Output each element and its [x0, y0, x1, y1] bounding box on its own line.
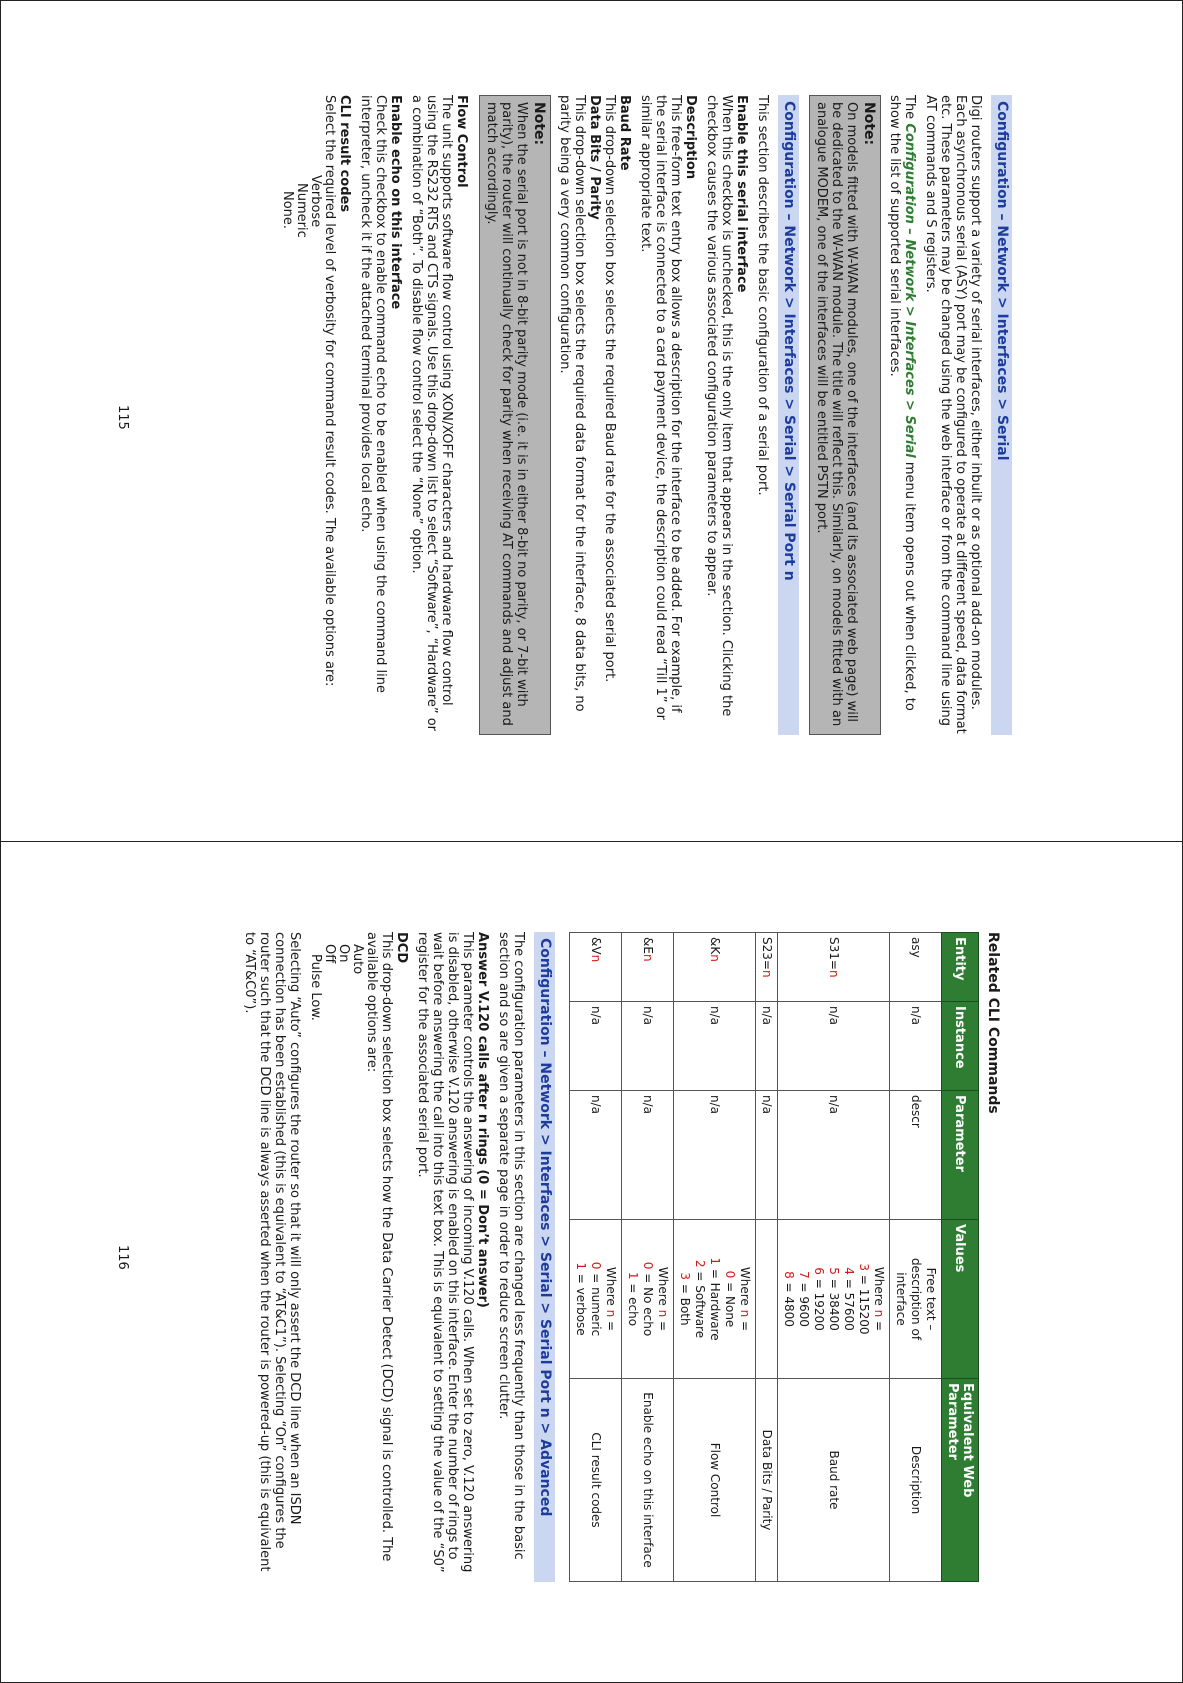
cell-parameter: n/a: [622, 1091, 674, 1220]
dcd-heading: DCD: [394, 932, 409, 964]
cell-web-parameter: Enable echo on this interface: [622, 1379, 674, 1582]
cell-parameter: descr: [890, 1091, 942, 1220]
table-row: [778, 933, 890, 1582]
section-heading-serial-port: Configuration – Network > Interfaces > Serial > Serial Port n: [778, 95, 799, 735]
data-bits-para: Data Bits / Parity This drop-down selection box selects the required data format for the interface, 8 data bits, no parity being a very common configuration.: [557, 95, 602, 735]
cell-instance: n/a: [622, 1002, 674, 1091]
header-web-parameter: Equivalent Web Parameter: [942, 1379, 979, 1582]
cli-commands-table: [569, 932, 979, 1582]
value-line: 6 = 19200: [812, 1267, 826, 1331]
page-number-116: 116: [115, 1245, 130, 1270]
page-116: [160, 932, 1000, 1582]
cell-values: [778, 1220, 890, 1379]
value-line: Where n =: [604, 1266, 618, 1332]
cli-options-list: [280, 175, 322, 735]
note-title: Note:: [531, 102, 547, 146]
value-line: 3 = Both: [678, 1272, 692, 1326]
value-line: Where n =: [872, 1266, 886, 1332]
list-item: Pulse Low.: [308, 954, 323, 1021]
advanced-desc: The configuration parameters in this section are changed less frequently than those in the basic section and so are given a separate page in order to reduce screen clutter.: [496, 932, 526, 1560]
cell-parameter: n/a: [778, 1091, 890, 1220]
note-text: On models fitted with W-WAN modules, one of the interfaces (and its associated web page) will be dedicated to the W-WAN module. The title will reflect this. Similarly, on models fitted with an analogue MODEM, one of the interfaces will be entitled PSTN port.: [814, 102, 859, 727]
dcd-selection-para: Selecting “Auto” configures the router so that it will only assert the DCD line when an ISDN connection has been established (this is equivalent to “AT&C1”). Selecting “On” configures the router such that the DCD line is always asserted when the router is powered-up (this is equivalent to “AT&C0”).: [242, 932, 302, 1572]
note-parity: [479, 95, 551, 735]
baud-heading: Baud Rate: [617, 95, 632, 171]
dcd-options-list: [308, 944, 364, 1582]
cell-entity: S23=n: [756, 933, 778, 1002]
page-115: [180, 95, 1020, 735]
cell-values: [674, 1220, 756, 1379]
serial-port-desc: This section describes the basic configuration of a serial port.: [755, 95, 770, 496]
cell-values: [622, 1220, 674, 1379]
flow-para: Flow Control The unit supports software flow control using XON/XOFF characters and hardware flow control using the RS232 RTS and CTS signals. Use this drop-down list to select “Software”, “Hardware” or a combination of “Both”. To disable flow control select the “None” option.: [409, 95, 469, 735]
echo-heading: Enable echo on this interface: [388, 95, 403, 310]
note-title: Note:: [861, 102, 877, 146]
cli-table-title: Related CLI Commands: [985, 932, 1001, 1114]
section-heading-serial: Configuration – Network > Interfaces > Serial: [991, 95, 1012, 735]
cell-web-parameter: Description: [890, 1379, 942, 1582]
list-item: On: [336, 944, 351, 963]
table-header-row: [942, 933, 979, 1582]
value-line: 0 = No echo: [641, 1261, 655, 1337]
cell-values: [756, 1220, 778, 1379]
section-heading-advanced: Configuration – Network > Interfaces > Serial > Serial Port n > Advanced: [534, 932, 555, 1582]
answer-para: Answer V.120 calls after n rings (0 = Don’t answer) This parameter controls the answering of incoming V.120 calls. When set to zero, V.120 answering is disabled, otherwise V.120 answering is enabled on this interface. Enter the number of rings to wait before answering the call into this text box. This is equivalent to setting the value of the “S0” register for the associated serial port.: [415, 932, 490, 1582]
value-line: Where n =: [656, 1266, 670, 1332]
cell-entity: &Kn: [674, 933, 756, 1002]
menu-path: Configuration – Network > Interfaces > Serial: [902, 123, 917, 458]
table-row: [890, 933, 942, 1582]
data-bits-heading: Data Bits / Parity: [587, 95, 602, 220]
cell-entity: S31=n: [778, 933, 890, 1002]
header-entity: Entity: [942, 933, 979, 1002]
flow-heading: Flow Control: [454, 95, 469, 188]
note-wwan: [809, 95, 881, 735]
cell-web-parameter: Baud rate: [778, 1379, 890, 1582]
value-line: 1 = echo: [626, 1271, 640, 1327]
cell-instance: n/a: [778, 1002, 890, 1091]
cell-entity: asy: [890, 933, 942, 1002]
cell-values: [890, 1220, 942, 1379]
description-para: Description This free-form text entry box allows a description for the interface to be added. For example, if the serial interface is connected to a card payment device, the description could read “Till 1” or similar appropriate text.: [638, 95, 698, 735]
value-line: 3 = 115200: [857, 1263, 871, 1335]
value-line: 8 = 4800: [782, 1271, 796, 1327]
value-line: Free text –: [924, 1267, 938, 1331]
enable-heading: Enable this serial interface: [734, 95, 749, 293]
value-line: 0 = numeric: [589, 1261, 603, 1337]
cli-codes-heading: CLI result codes: [337, 95, 352, 213]
cell-instance: n/a: [570, 1002, 622, 1091]
list-item: Auto: [350, 944, 365, 975]
note-text: When the serial port is not in 8-bit parity mode (i.e. it is in either 8-bit no parity, or 7-bit with parity), the router will continually check for parity when receiving AT commands and adjust and match accordingly.: [484, 102, 529, 726]
cell-parameter: n/a: [756, 1091, 778, 1220]
header-parameter: Parameter: [942, 1091, 979, 1220]
value-line: 5 = 38400: [827, 1267, 841, 1331]
value-line: 1 = Hardware: [708, 1257, 722, 1341]
cell-entity: &Vn: [570, 933, 622, 1002]
echo-para: Enable echo on this interface Check this checkbox to enable command echo to be enabled when using the command line interpreter, uncheck it if the attached terminal provides local echo.: [358, 95, 403, 735]
cell-values: [570, 1220, 622, 1379]
value-line: 7 = 9600: [797, 1271, 811, 1327]
value-line: 0 = None: [723, 1270, 737, 1328]
header-instance: Instance: [942, 1002, 979, 1091]
cell-entity: &En: [622, 933, 674, 1002]
list-item: Numeric: [294, 183, 309, 238]
value-line: 2 = Software: [693, 1259, 707, 1339]
dcd-para: DCD This drop-down selection box selects how the Data Carrier Detect (DCD) signal is controlled. The available options are:: [364, 932, 409, 1582]
description-heading: Description: [683, 95, 698, 180]
table-row: [756, 933, 778, 1582]
baud-para: Baud Rate This drop-down selection box selects the required Baud rate for the associated serial port.: [602, 95, 632, 735]
table-row: [674, 933, 756, 1582]
answer-heading: Answer V.120 calls after n rings (0 = Don’t answer): [475, 932, 490, 1308]
table-row: [570, 933, 622, 1582]
list-item: Off: [322, 944, 337, 964]
list-item: Verbose: [308, 175, 323, 228]
cell-parameter: n/a: [570, 1091, 622, 1220]
value-line: interface: [894, 1272, 908, 1326]
serial-intro: Digi routers support a variety of serial interfaces, either inbuilt or as optional add-on modules. Each asynchronous serial (ASY) port may be configured to operate at different speed, data format etc. These parameters may be changed using the web interface or from the command line using AT commands and S registers.: [923, 95, 983, 734]
cli-codes-para: CLI result codes Select the required level of verbosity for command result codes. The available options are:: [322, 95, 352, 735]
page-number-115: 115: [115, 405, 130, 430]
enable-para: Enable this serial interface When this checkbox is unchecked, this is the only item that appears in the section. Clicking the checkbox causes the various associated configuration parameters to appear.: [704, 95, 749, 735]
cell-web-parameter: CLI result codes: [570, 1379, 622, 1582]
cell-instance: n/a: [756, 1002, 778, 1091]
value-line: description of: [909, 1257, 923, 1341]
header-values: Values: [942, 1220, 979, 1379]
cell-parameter: n/a: [674, 1091, 756, 1220]
list-item: None.: [280, 191, 295, 230]
cell-instance: n/a: [674, 1002, 756, 1091]
value-line: 4 = 57600: [842, 1267, 856, 1331]
value-line: Where n =: [738, 1266, 752, 1332]
cell-web-parameter: Data Bits / Parity: [756, 1379, 778, 1582]
value-line: 1 = verbose: [574, 1262, 588, 1336]
cell-web-parameter: Flow Control: [674, 1379, 756, 1582]
menu-paragraph: The Configuration – Network > Interfaces > Serial menu item opens out when clicked, to show the list of supported serial interfaces.: [887, 95, 917, 711]
cell-instance: n/a: [890, 1002, 942, 1091]
page-divider: [0, 841, 1183, 842]
table-row: [622, 933, 674, 1582]
